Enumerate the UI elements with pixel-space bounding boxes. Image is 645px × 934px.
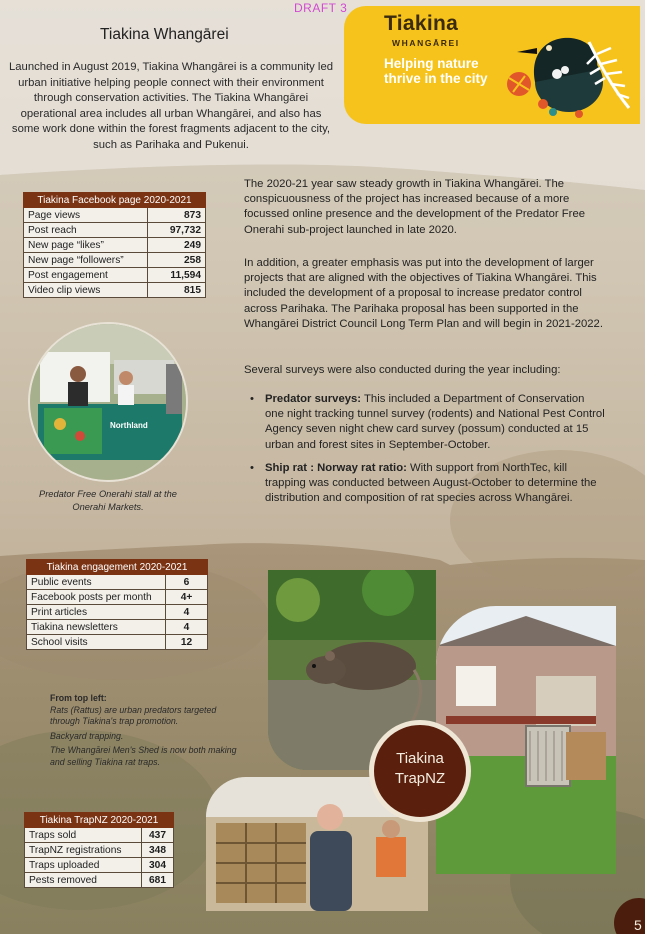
table-row — [27, 590, 208, 605]
row-label: Print articles — [27, 605, 166, 620]
photo-caption-line: Rats (Rattus) are urban predators targeted through Tiakina's trap promotion. — [50, 704, 217, 726]
photo-caption-line: Backyard trapping. — [50, 730, 124, 741]
trapnz-badge-line: TrapNZ — [394, 770, 446, 787]
table-row — [27, 605, 208, 620]
table-row — [24, 253, 206, 268]
row-value: 873 — [148, 208, 206, 223]
banner-brand-sub: WHANGĀREI — [392, 38, 460, 48]
table-row — [24, 283, 206, 298]
bullet-text: With support from NorthTec, kill trapping was conducted between August-October to determine the distribution and composition of rat species across Whangārei. — [265, 461, 597, 505]
row-value: 6 — [166, 575, 208, 590]
body-paragraph-3: Several surveys were also conducted during the year including: — [244, 364, 561, 376]
stall-sign-text: Northland — [110, 421, 148, 430]
row-value: 815 — [148, 283, 206, 298]
photo-caption-line: The Whangārei Men's Shed is now both making and selling Tiakina rat traps. — [50, 745, 237, 767]
bullet-heading: Predator surveys: — [265, 393, 362, 405]
row-value: 97,732 — [148, 223, 206, 238]
bullet-icon: • — [250, 461, 254, 474]
trap-illustration — [436, 606, 616, 874]
page-number: 5 — [634, 917, 642, 933]
bullet-text: This included a Department of Conservation one night tracking tunnel survey (rodents) and National Pest Control Agency seven night chew card survey (possum) conducted at 15 urban and forest sites in September-October. — [265, 393, 605, 451]
trapnz-badge — [369, 720, 471, 822]
table-row — [24, 208, 206, 223]
engagement-table-title: Tiakina engagement 2020-2021 — [27, 560, 208, 575]
bullet-icon: • — [250, 393, 254, 405]
row-label: Tiakina newsletters — [27, 620, 166, 635]
banner-tagline: Helping nature thrive in the city — [384, 56, 488, 86]
row-value: 681 — [142, 873, 174, 888]
row-value: 348 — [142, 843, 174, 858]
stall-caption: Predator Free Onerahi stall at the Onerahi Markets. — [39, 489, 177, 512]
trapnz-stats-table — [24, 812, 174, 888]
table-row — [24, 238, 206, 253]
row-label: TrapNZ registrations — [25, 843, 142, 858]
row-value: 4 — [166, 605, 208, 620]
table-row — [24, 223, 206, 238]
facebook-table-title: Tiakina Facebook page 2020-2021 — [24, 193, 206, 208]
row-label: New page “likes” — [24, 238, 148, 253]
backyard-trap-photo — [436, 606, 616, 874]
row-value: 304 — [142, 858, 174, 873]
row-value: 437 — [142, 828, 174, 843]
table-row — [27, 575, 208, 590]
row-value: 12 — [166, 635, 208, 650]
row-label: Page views — [24, 208, 148, 223]
list-item — [244, 392, 606, 453]
tui-bird-icon — [479, 12, 639, 124]
draft-label: DRAFT 3 — [294, 1, 348, 15]
row-label: Video clip views — [24, 283, 148, 298]
row-label: New page “followers” — [24, 253, 148, 268]
banner-brand: Tiakina — [384, 12, 459, 35]
facebook-stats-table — [23, 192, 206, 298]
survey-bullet-list — [244, 392, 606, 514]
trapnz-table-title: Tiakina TrapNZ 2020-2021 — [25, 813, 174, 828]
photo-caption — [50, 693, 240, 771]
table-row — [24, 268, 206, 283]
engagement-stats-table — [26, 559, 208, 650]
bullet-heading: Ship rat : Norway rat ratio: — [265, 461, 407, 474]
body-paragraph-1: The 2020-21 year saw steady growth in Tiakina Whangārei. The conspicuousness of the project has increased because of a more focussed online presence and the development of the Predator Free Onerahi sub-project launched in late 2020. — [244, 178, 586, 236]
table-row — [25, 858, 174, 873]
page-title: Tiakina Whangārei — [100, 26, 229, 43]
table-row — [27, 620, 208, 635]
row-value: 11,594 — [148, 268, 206, 283]
stall-illustration — [30, 324, 188, 482]
photo-caption-label: From top left: — [50, 693, 107, 703]
market-stall-photo — [28, 322, 188, 482]
row-label: Facebook posts per month — [27, 590, 166, 605]
row-label: Public events — [27, 575, 166, 590]
row-value: 4+ — [166, 590, 208, 605]
intro-paragraph: Launched in August 2019, Tiakina Whangārei is a community led urban initiative helping people connect with their environment through conservation activities. The Tiakina Whangārei operational area includes all urban Whangārei, and also has some work done within the forest fragments adjacent to the city, such as Parihaka and Pukenui. — [8, 61, 334, 151]
row-label: School visits — [27, 635, 166, 650]
tiakina-banner — [344, 6, 640, 124]
list-item — [244, 461, 606, 507]
table-row — [25, 843, 174, 858]
row-label: Traps uploaded — [25, 858, 142, 873]
row-value: 258 — [148, 253, 206, 268]
row-value: 4 — [166, 620, 208, 635]
trapnz-badge-line: Tiakina — [396, 750, 444, 767]
row-label: Pests removed — [25, 873, 142, 888]
row-label: Post reach — [24, 223, 148, 238]
body-paragraph-2: In addition, a greater emphasis was put into the development of larger projects that are aligned with the objectives of Tiakina Whangārei. This included the development of a proposal to increase predator control across Parihaka. The Parihaka proposal has been supported in the Whangārei District Council Long Term Plan and will begin in 2021-2022. — [244, 257, 603, 330]
table-row — [25, 873, 174, 888]
row-value: 249 — [148, 238, 206, 253]
table-row — [25, 828, 174, 843]
row-label: Post engagement — [24, 268, 148, 283]
row-label: Traps sold — [25, 828, 142, 843]
table-row — [27, 635, 208, 650]
